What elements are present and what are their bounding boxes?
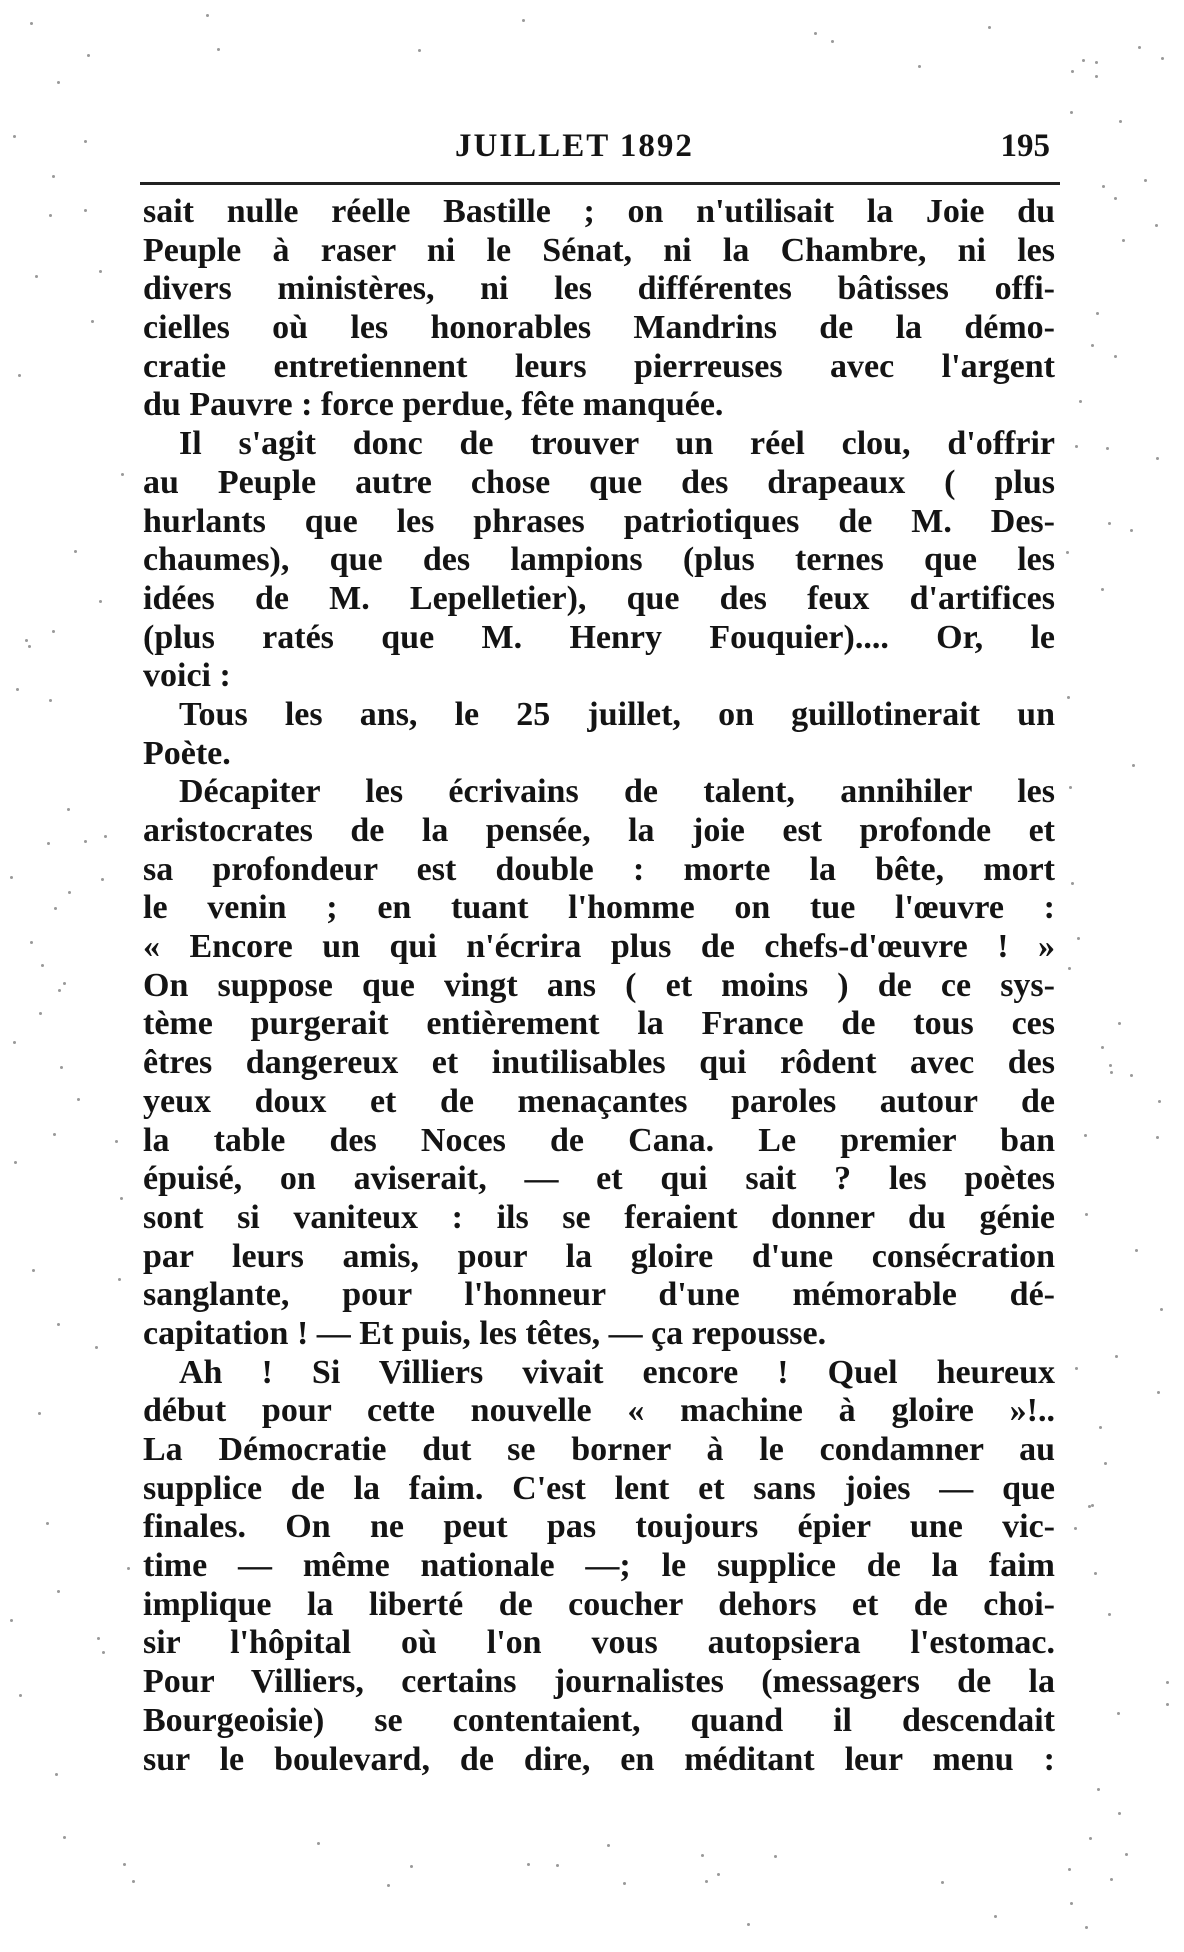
scan-speck	[25, 639, 28, 642]
scan-speck	[1099, 1426, 1102, 1429]
text-line: sait nulle réelle Bastille ; on n'utilisait la Joie du	[143, 193, 1055, 230]
text-line: du Pauvre : force perdue, fête manquée.	[143, 386, 724, 424]
scan-speck	[1144, 179, 1147, 182]
scan-speck	[1095, 61, 1098, 64]
scan-speck	[52, 630, 55, 633]
text-line: chaumes), que des lampions (plus ternes que les	[143, 541, 1055, 579]
scan-speck	[35, 275, 38, 278]
page-number: 195	[1000, 128, 1050, 164]
scan-speck	[1085, 1926, 1088, 1929]
text-line: la table des Noces de Cana. Le premier ban	[143, 1121, 1055, 1159]
scan-speck	[104, 835, 107, 838]
scan-speck	[1130, 529, 1133, 532]
text-line: sanglante, pour l'honneur d'une mémorable dé-	[143, 1276, 1055, 1314]
scan-speck	[1101, 588, 1104, 591]
text-line: implique la liberté de coucher dehors et de choi-	[143, 1585, 1055, 1623]
scan-speck	[1070, 1902, 1073, 1905]
scan-speck	[84, 140, 87, 143]
text-line: par leurs amis, pour la gloire d'une consécration	[143, 1237, 1055, 1275]
text-line: Pour Villiers, certains journalistes (messagers de la	[143, 1663, 1055, 1701]
scan-speck	[814, 32, 817, 35]
scan-speck	[41, 964, 44, 967]
scan-speck	[1166, 1703, 1169, 1706]
scan-speck	[84, 209, 87, 212]
text-line: time — même nationale —; le supplice de la faim	[143, 1547, 1055, 1585]
scan-speck	[1075, 445, 1078, 448]
running-head-title: JUILLET 1892	[455, 128, 694, 164]
text-line: tème purgerait entièrement la France de tous ces	[143, 1005, 1055, 1043]
text-line: idées de M. Lepelletier), que des feux d'artifices	[143, 579, 1055, 617]
scan-speck	[67, 808, 70, 811]
text-line: cratie entretiennent leurs pierreuses avec l'argent	[143, 347, 1055, 385]
scan-speck	[47, 842, 50, 845]
scan-speck	[1155, 224, 1158, 227]
scan-speck	[217, 48, 220, 51]
text-line: finales. On ne peut pas toujours épier une vic-	[143, 1508, 1055, 1546]
scan-speck	[123, 1863, 126, 1866]
scan-speck	[120, 1197, 123, 1200]
scan-speck	[91, 320, 94, 323]
scan-speck	[1156, 457, 1159, 460]
scan-speck	[127, 1567, 130, 1570]
scan-speck	[1110, 1071, 1113, 1074]
scan-speck	[54, 907, 57, 910]
scan-speck	[57, 81, 60, 84]
scan-speck	[1122, 239, 1125, 242]
scan-speck	[95, 1346, 98, 1349]
scan-speck	[1109, 1064, 1112, 1067]
scan-speck	[49, 699, 52, 702]
text-line: Ah ! Si Villiers vivait encore ! Quel heureux	[179, 1353, 1055, 1391]
scan-speck	[1119, 120, 1122, 123]
scan-speck	[623, 1882, 626, 1885]
scan-speck	[1094, 1572, 1097, 1575]
scan-speck	[53, 1133, 56, 1136]
text-line: Décapiter les écrivains de talent, annihiler les	[179, 773, 1055, 811]
body-text	[143, 193, 1055, 1779]
text-line: (plus ratés que M. Henry Fouquier).... Or, le	[143, 618, 1055, 656]
scan-speck	[63, 982, 66, 985]
scan-speck	[58, 989, 61, 992]
scan-speck	[55, 1773, 58, 1776]
scan-speck	[1106, 447, 1109, 450]
scan-speck	[1074, 1527, 1077, 1530]
scan-speck	[49, 214, 52, 217]
scan-speck	[941, 1881, 944, 1884]
scan-speck	[74, 550, 77, 553]
scan-speck	[1071, 70, 1074, 73]
scan-speck	[747, 1923, 750, 1926]
scan-speck	[63, 1836, 66, 1839]
scan-speck	[1071, 882, 1074, 885]
scan-speck	[701, 1854, 704, 1857]
scan-speck	[1097, 1788, 1100, 1791]
scan-speck	[418, 49, 421, 52]
scan-speck	[1132, 764, 1135, 767]
scan-speck	[46, 1522, 49, 1525]
scan-speck	[10, 876, 13, 879]
scan-speck	[1108, 1613, 1111, 1616]
scan-speck	[1091, 1504, 1094, 1507]
scan-speck	[1068, 967, 1071, 970]
text-line: divers ministères, ni les différentes bâtisses offi-	[143, 270, 1055, 308]
scan-speck	[206, 14, 209, 17]
scan-speck	[1095, 75, 1098, 78]
text-line: Bourgeoisie) se contentaient, quand il descendait	[143, 1701, 1055, 1739]
scan-speck	[1156, 1136, 1159, 1139]
running-head	[145, 128, 1060, 178]
scan-speck	[1114, 355, 1117, 358]
scan-speck	[16, 688, 19, 691]
scan-speck	[1069, 786, 1072, 789]
header-rule	[140, 182, 1060, 185]
scan-speck	[1104, 1462, 1107, 1465]
scan-speck	[1161, 57, 1164, 60]
scan-speck	[57, 1590, 60, 1593]
scan-speck	[1125, 1853, 1128, 1856]
scan-speck	[831, 40, 834, 43]
scan-speck	[1070, 111, 1073, 114]
scan-speck	[28, 645, 31, 648]
scan-speck	[14, 1161, 17, 1164]
text-line: cielles où les honorables Mandrins de la démo-	[143, 309, 1055, 347]
scan-speck	[994, 1915, 997, 1918]
text-line: aristocrates de la pensée, la joie est profonde et	[143, 812, 1055, 849]
scan-speck	[68, 891, 71, 894]
text-line: Poète.	[143, 734, 231, 772]
scan-speck	[1114, 197, 1117, 200]
text-line: La Démocratie dut se borner à le condamner au	[143, 1431, 1055, 1468]
scan-speck	[1077, 937, 1080, 940]
scan-speck	[132, 1880, 135, 1883]
scan-speck	[84, 840, 87, 843]
scan-speck	[1115, 1355, 1118, 1358]
scan-speck	[1118, 1812, 1121, 1815]
scan-speck	[1138, 46, 1141, 49]
scan-speck	[387, 1884, 390, 1887]
text-line: sont si vaniteux : ils se feraient donner du génie	[143, 1198, 1055, 1236]
scan-speck	[60, 1066, 63, 1069]
scan-speck	[97, 1637, 100, 1640]
scan-speck	[774, 1855, 777, 1858]
scan-speck	[1067, 696, 1070, 699]
text-line: Il s'agit donc de trouver un réel clou, d'offrir	[179, 425, 1055, 463]
scan-speck	[1089, 1837, 1092, 1840]
scan-speck	[1166, 1681, 1169, 1684]
text-line: voici :	[143, 657, 231, 695]
scan-speck	[99, 600, 102, 603]
scan-speck	[30, 941, 33, 944]
text-line: le venin ; en tuant l'homme on tue l'œuvre :	[143, 889, 1055, 927]
scan-speck	[1084, 1134, 1087, 1137]
scan-speck	[1110, 1878, 1113, 1881]
scan-speck	[705, 1880, 708, 1883]
scan-speck	[18, 374, 21, 377]
text-line: On suppose que vingt ans ( et moins ) de ce sys-	[143, 966, 1055, 1004]
text-line: au Peuple autre chose que des drapeaux ( plus	[143, 463, 1055, 501]
scan-speck	[1079, 400, 1082, 403]
scan-speck	[13, 135, 16, 138]
text-line: supplice de la faim. C'est lent et sans joies — que	[143, 1469, 1055, 1507]
scan-speck	[1117, 1712, 1120, 1715]
text-line: « Encore un qui n'écrira plus de chefs-d'œuvre ! »	[143, 928, 1055, 966]
scan-speck	[1082, 59, 1085, 62]
scan-speck	[38, 1412, 41, 1415]
scan-speck	[1108, 522, 1111, 525]
scan-speck	[121, 473, 124, 476]
scan-speck	[101, 878, 104, 881]
scan-speck	[30, 22, 33, 25]
scan-speck	[988, 26, 991, 29]
scan-speck	[1102, 185, 1105, 188]
scan-speck	[19, 1694, 22, 1697]
scan-speck	[1158, 1100, 1161, 1103]
scan-speck	[1135, 1249, 1138, 1252]
scan-speck	[10, 1619, 13, 1622]
scan-speck	[1088, 1505, 1091, 1508]
scan-speck	[1075, 1367, 1078, 1370]
scan-speck	[556, 1864, 559, 1867]
text-line: sa profondeur est double : morte la bête, mort	[143, 850, 1055, 888]
text-line: Peuple à raser ni le Sénat, ni la Chambre, ni les	[143, 231, 1055, 269]
scan-speck	[1101, 1046, 1104, 1049]
scan-speck	[1066, 551, 1069, 554]
scan-speck	[527, 1863, 530, 1866]
text-line: hurlants que les phrases patriotiques de M. Des-	[143, 502, 1055, 540]
text-line: yeux doux et de menaçantes paroles autour de	[143, 1082, 1055, 1120]
scan-speck	[102, 1651, 105, 1654]
scan-speck	[1130, 1074, 1133, 1077]
text-line: Tous les ans, le 25 juillet, on guillotinerait un	[179, 695, 1055, 733]
scan-speck	[1160, 1308, 1163, 1311]
scan-speck	[1157, 1391, 1160, 1394]
text-line: sur le boulevard, de dire, en méditant leur menu :	[143, 1740, 1055, 1778]
scan-speck	[87, 54, 90, 57]
scan-speck	[1096, 312, 1099, 315]
scan-speck	[32, 1269, 35, 1272]
scan-speck	[522, 19, 525, 22]
scan-speck	[118, 1278, 121, 1281]
scan-speck	[115, 1140, 118, 1143]
scan-speck	[410, 1865, 413, 1868]
scan-speck	[1068, 1868, 1071, 1871]
text-line: épuisé, on aviserait, — et qui sait ? les poètes	[143, 1160, 1055, 1198]
scan-speck	[1118, 1022, 1121, 1025]
scan-speck	[52, 175, 55, 178]
scan-speck	[1091, 344, 1094, 347]
scan-speck	[1085, 1213, 1088, 1216]
scan-speck	[57, 1323, 60, 1326]
text-line: capitation ! — Et puis, les têtes, — ça repousse.	[143, 1314, 827, 1352]
text-line: début pour cette nouvelle « machine à gloire »!..	[143, 1392, 1055, 1430]
scan-speck	[607, 1844, 610, 1847]
scan-speck	[13, 1041, 16, 1044]
scan-speck	[317, 1842, 320, 1845]
text-line: sir l'hôpital où l'on vous autopsiera l'estomac.	[143, 1624, 1055, 1662]
scan-speck	[99, 270, 102, 273]
text-line: êtres dangereux et inutilisables qui rôdent avec des	[143, 1044, 1055, 1082]
scan-speck	[918, 65, 921, 68]
scan-speck	[39, 1012, 42, 1015]
scan-speck	[77, 1098, 80, 1101]
scan-speck	[717, 1873, 720, 1876]
